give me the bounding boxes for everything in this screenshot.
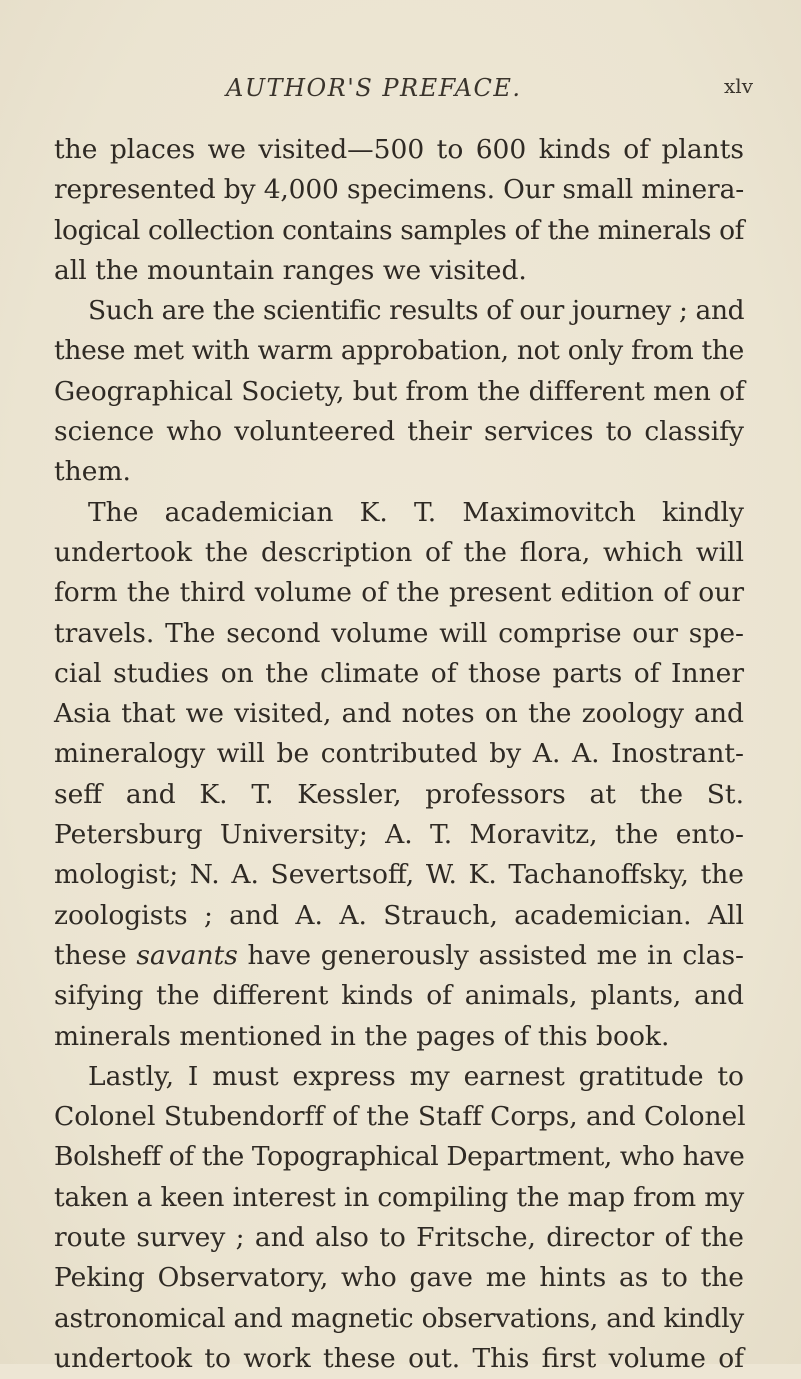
- text-line: zoologists ; and A. A. Strauch, academician. All: [54, 899, 744, 931]
- text-line: Asia that we visited, and notes on the zoology and: [54, 698, 744, 730]
- text-line: logical collection contains samples of the minerals of: [54, 214, 744, 246]
- text-fragment: have generously assisted me in clas-: [237, 939, 744, 971]
- text-line: form the third volume of the present edition of our: [54, 577, 744, 609]
- text-line: represented by 4,000 specimens. Our small minera-: [54, 174, 744, 206]
- text-line: science who volunteered their services to classify: [54, 416, 744, 448]
- text-line: mologist; N. A. Severtsoff, W. K. Tachanoffsky, the: [54, 859, 744, 891]
- running-head-title: AUTHOR'S PREFACE.: [226, 74, 522, 102]
- text-line: The academician K. T. Maximovitch kindly: [88, 496, 744, 528]
- text-line: undertook the description of the flora, which will: [54, 536, 744, 568]
- text-line: Geographical Society, but from the different men of: [54, 375, 745, 407]
- text-line: [54, 936, 744, 976]
- text-line: the places we visited—500 to 600 kinds of plants: [54, 134, 744, 165]
- text-line: minerals mentioned in the pages of this book.: [54, 1020, 670, 1052]
- text-line: taken a keen interest in compiling the map from my: [54, 1181, 744, 1213]
- text-line: astronomical and magnetic observations, and kindly: [54, 1302, 744, 1334]
- text-line: Bolsheff of the Topographical Department, who have: [54, 1141, 745, 1173]
- text-line: cial studies on the climate of those parts of Inner: [54, 657, 744, 689]
- text-line: sifying the different kinds of animals, plants, and: [54, 980, 744, 1012]
- text-line: route survey ; and also to Fritsche, director of the: [54, 1222, 744, 1254]
- text-line: Colonel Stubendorff of the Staff Corps, and Colonel: [54, 1101, 746, 1133]
- text-line: travels. The second volume will comprise our spe-: [54, 617, 744, 649]
- text-line: these met with warm approbation, not only from the: [54, 335, 744, 367]
- page-number: xlv: [724, 74, 753, 98]
- italic-word: savants: [136, 939, 238, 971]
- text-line: Lastly, I must express my earnest gratitude to: [88, 1060, 744, 1092]
- text-line: Peking Observatory, who gave me hints as to the: [54, 1262, 744, 1294]
- text-line: Petersburg University; A. T. Moravitz, the ento-: [54, 819, 744, 851]
- text-line: all the mountain ranges we visited.: [54, 254, 527, 286]
- text-line: them.: [54, 456, 131, 488]
- text-line: seff and K. T. Kessler, professors at the St.: [54, 778, 744, 810]
- text-fragment: these: [54, 939, 137, 971]
- text-line: Such are the scientific results of our journey ; and: [88, 295, 745, 327]
- text-line: mineralogy will be contributed by A. A. Inostrant-: [54, 738, 744, 770]
- text-line: undertook to work these out. This first volume of: [54, 1342, 744, 1374]
- body-text: [54, 130, 744, 1379]
